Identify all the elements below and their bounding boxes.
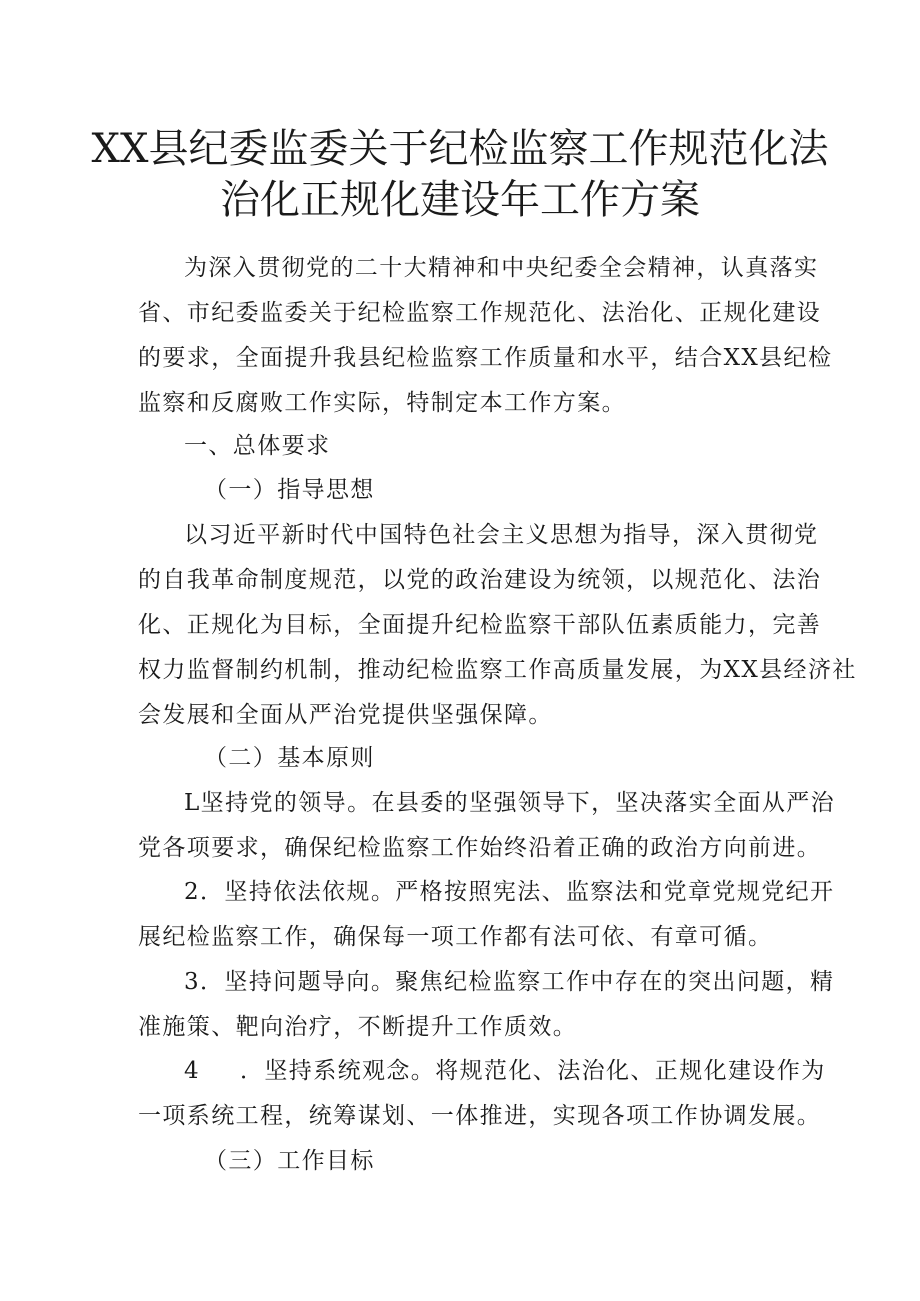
intro-line-2: 省、市纪委监委关于纪检监察工作规范化、法治化、正规化建设 xyxy=(138,300,822,326)
guiding-line-3: 化、正规化为目标，全面提升纪检监察干部队伍素质能力，完善 xyxy=(138,612,822,638)
guiding-line-2: 的自我革命制度规范，以党的政治建设为统领，以规范化、法治 xyxy=(138,567,822,593)
principle-4-line-1: ．坚持系统观念。将规范化、法治化、正规化建设作为 xyxy=(240,1058,826,1084)
intro-line-4: 监察和反腐败工作实际，特制定本工作方案。 xyxy=(138,390,626,416)
subsection-heading-work-goals: （三）工作目标 xyxy=(204,1148,375,1174)
principle-1-line-2: 党各项要求，确保纪检监察工作始终沿着正确的政治方向前进。 xyxy=(138,835,822,861)
principle-4-number: 4 xyxy=(184,1058,201,1084)
document-title-line-1: XX县纪委监委关于纪检监察工作规范化法 xyxy=(91,126,829,172)
principle-3-line-2: 准施策、靶向治疗，不断提升工作质效。 xyxy=(138,1014,578,1040)
principle-2-line-2: 展纪检监察工作，确保每一项工作都有法可依、有章可循。 xyxy=(138,924,773,950)
guiding-line-4: 权力监督制约机制，推动纪检监察工作高质量发展，为XX县经济社 xyxy=(138,657,857,683)
principle-1-line-1: L坚持党的领导。在县委的坚强领导下，坚决落实全面从严治 xyxy=(184,790,836,816)
intro-line-1: 为深入贯彻党的二十大精神和中央纪委全会精神，认真落实 xyxy=(184,255,819,281)
subsection-heading-basic-principles: （二）基本原则 xyxy=(204,745,375,771)
principle-3-line-1: 3．坚持问题导向。聚焦纪检监察工作中存在的突出问题，精 xyxy=(184,969,835,995)
section-heading-overall-requirements: 一、总体要求 xyxy=(184,433,331,459)
document-title-line-2: 治化正规化建设年工作方案 xyxy=(220,177,700,223)
guiding-line-5: 会发展和全面从严治党提供坚强保障。 xyxy=(138,702,553,728)
guiding-line-1: 以习近平新时代中国特色社会主义思想为指导，深入贯彻党 xyxy=(184,522,819,548)
principle-4-line-2: 一项系统工程，统筹谋划、一体推进，实现各项工作协调发展。 xyxy=(138,1103,822,1129)
intro-line-3: 的要求，全面提升我县纪检监察工作质量和水平，结合XX县纪检 xyxy=(138,345,833,371)
principle-2-line-1: 2．坚持依法依规。严格按照宪法、监察法和党章党规党纪开 xyxy=(184,879,835,905)
subsection-heading-guiding-thought: （一）指导思想 xyxy=(204,477,375,503)
